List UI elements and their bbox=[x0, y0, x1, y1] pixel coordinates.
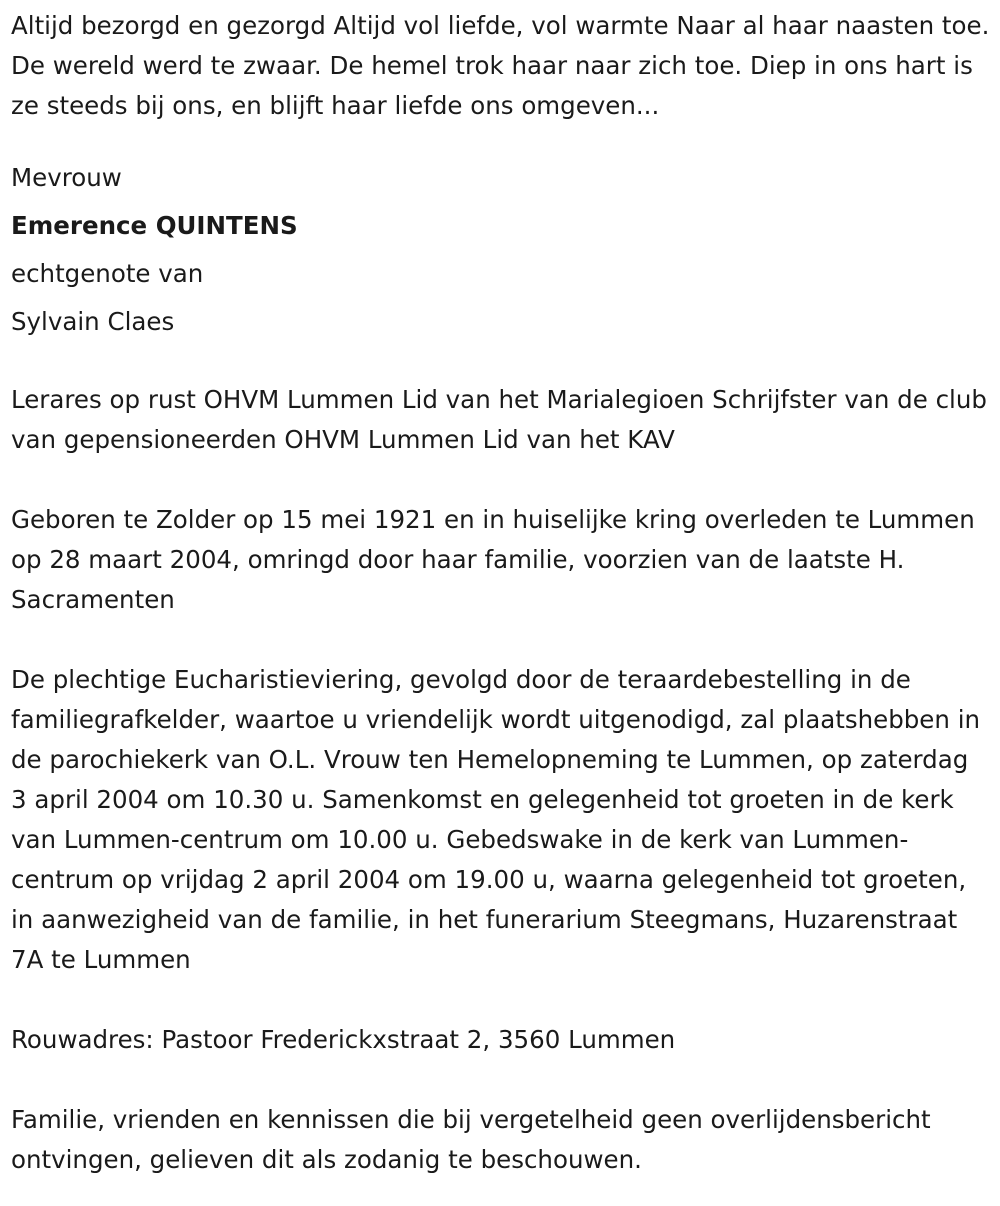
address-paragraph: Rouwadres: Pastoor Frederickxstraat 2, 3560 Lummen bbox=[11, 1025, 676, 1054]
birth-death-paragraph: Geboren te Zolder op 15 mei 1921 en in huiselijke kring overleden te Lummen op 28 maart 2004, omringd door haar familie, voorzien van de laatste H. Sacramenten bbox=[11, 505, 975, 614]
occupation-paragraph: Lerares op rust OHVM Lummen Lid van het Marialegioen Schrijfster van de club van gepensioneerden OHVM Lummen Lid van het KAV bbox=[11, 385, 987, 454]
obituary-document bbox=[11, 0, 991, 1180]
ceremony-paragraph: De plechtige Eucharistieviering, gevolgd door de teraardebestelling in de familiegrafkelder, waartoe u vriendelijk wordt uitgenodigd, zal plaatshebben in de parochiekerk van O.L. Vrouw ten Hemelopneming te Lummen, op zaterdag 3 april 2004 om 10.30 u. Samenkomst en gelegenheid tot groeten in de kerk van Lummen-centrum om 10.00 u. Gebedswake in de kerk van Lummen-centrum op vrijdag 2 april 2004 om 19.00 u, waarna gelegenheid tot groeten, in aanwezigheid van de familie, in het funerarium Steegmans, Huzarenstraat 7A te Lummen bbox=[11, 665, 981, 974]
spacer bbox=[11, 620, 991, 660]
person-block bbox=[11, 154, 991, 346]
deceased-name: Emerence QUINTENS bbox=[11, 211, 298, 240]
spacer bbox=[11, 980, 991, 1020]
spacer bbox=[11, 460, 991, 500]
spacer bbox=[11, 1060, 991, 1100]
spacer bbox=[11, 346, 991, 380]
relation-label: echtgenote van bbox=[11, 259, 204, 288]
intro-poem: Altijd bezorgd en gezorgd Altijd vol liefde, vol warmte Naar al haar naasten toe. De wereld werd te zwaar. De hemel trok haar naar zich toe. Diep in ons hart is ze steeds bij ons, en blijft haar liefde ons omgeven... bbox=[11, 11, 990, 120]
closing-paragraph: Familie, vrienden en kennissen die bij vergetelheid geen overlijdensbericht ontvingen, gelieven dit als zodanig te beschouwen. bbox=[11, 1105, 931, 1174]
salutation: Mevrouw bbox=[11, 163, 122, 192]
spouse-name: Sylvain Claes bbox=[11, 307, 175, 336]
